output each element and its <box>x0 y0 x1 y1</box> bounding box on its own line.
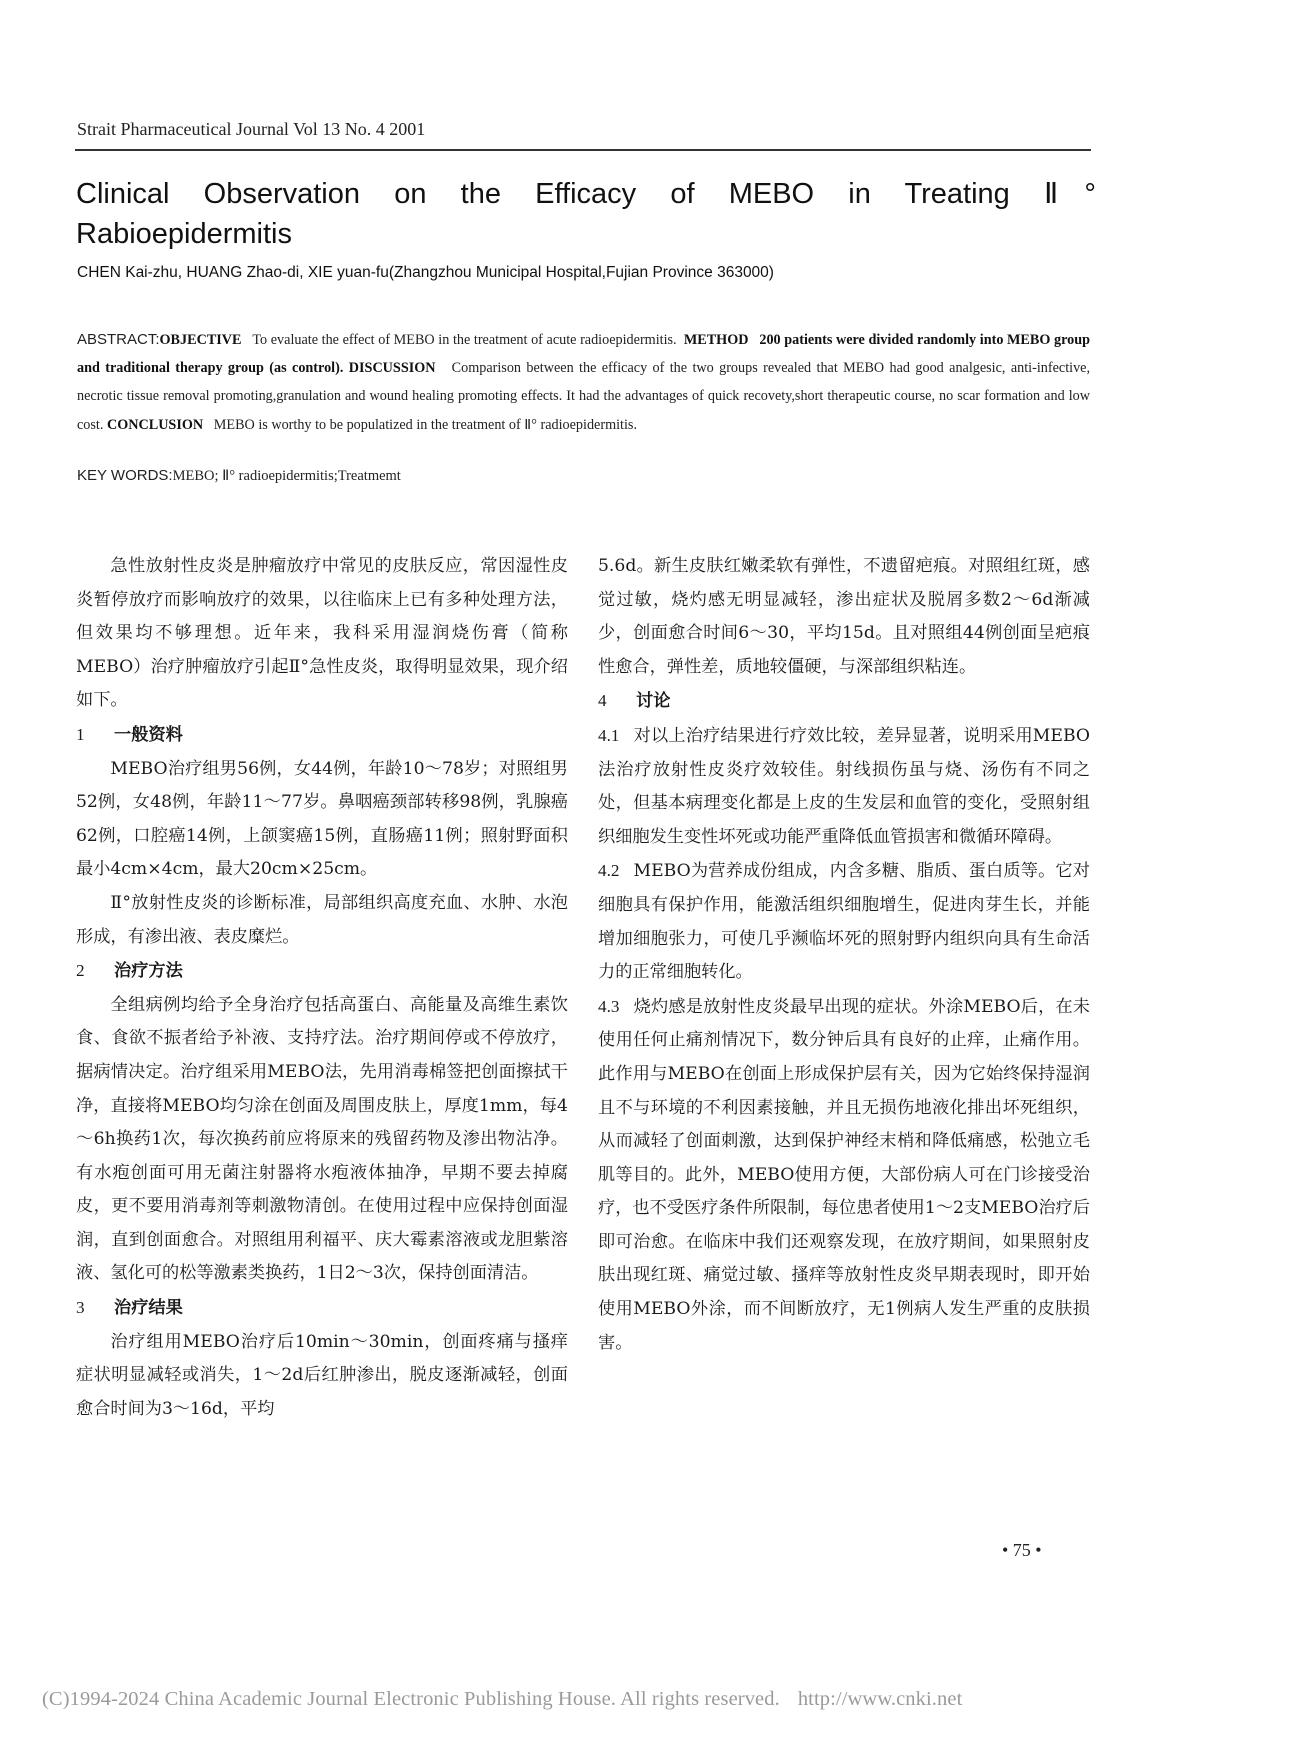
copyright-footer <box>42 1688 962 1711</box>
journal-header: Strait Pharmaceutical Journal Vol 13 No. 4 2001 <box>77 119 426 139</box>
intro-paragraph: 急性放射性皮炎是肿瘤放疗中常见的皮肤反应，常因湿性皮炎暂停放疗而影响放疗的效果，以往临床上已有多种处理方法，但效果均不够理想。近年来，我科采用湿润烧伤膏（简称MEBO）治疗肿瘤放疗引起Ⅱ°急性皮炎，取得明显效果，现介绍如下。 <box>76 556 568 711</box>
section-4-3-paragraph <box>598 990 1090 1361</box>
section-4-number: 4 <box>598 691 607 711</box>
copyright-text: (C)1994-2024 China Academic Journal Electronic Publishing House. All rights reserved. <box>42 1688 780 1710</box>
article-title-line1: Clinical Observation on the Efficacy of MEBO in Treating Ⅱ° <box>76 178 1096 210</box>
objective-text: To evaluate the effect of MEBO in the treatment of acute radioepidermitis. <box>252 332 677 348</box>
article-title-line2: Rabioepidermitis <box>76 218 292 250</box>
section-4-3-number: 4.3 <box>598 996 620 1016</box>
section-1-paragraph-1: MEBO治疗组男56例，女44例，年龄10～78岁；对照组男52例，女48例，年龄11～77岁。鼻咽癌颈部转移98例，乳腺癌62例，口腔癌14例，上颌窦癌15例，直肠癌11例；照射野面积最小4cm×4cm，最大20cm×25cm。 <box>76 758 568 880</box>
section-4-heading <box>598 684 1090 719</box>
section-4-2-paragraph <box>598 854 1090 989</box>
conclusion-label: CONCLUSION <box>106 416 204 433</box>
section-2-paragraph: 全组病例均给予全身治疗包括高蛋白、高能量及高维生素饮食、食欲不振者给予补液、支持疗法。治疗期间停或不停放疗，据病情决定。治疗组采用MEBO法，先用消毒棉签把创面擦拭干净，直接将MEBO均匀涂在创面及周围皮肤上，厚度1mm，每4～6h换药1次，每次换药前应将原来的残留药物及渗出物沾净。有水疱创面可用无菌注射器将水疱液体抽净，早期不要去掉腐皮，更不要用消毒剂等刺激物清创。在使用过程中应保持创面湿润，直到创面愈合。对照组用利福平、庆大霉素溶液或龙胆紫溶液、氢化可的松等激素类换药，1日2～3次，保持创面清洁。 <box>76 994 568 1284</box>
footer-url: http://www.cnki.net <box>797 1688 963 1710</box>
abstract <box>77 326 1090 439</box>
keywords-label: KEY WORDS: <box>77 467 173 484</box>
header-rule <box>75 149 1091 151</box>
section-1-title: 一般资料 <box>114 724 183 745</box>
page-number: • 75 • <box>1002 1540 1042 1560</box>
conclusion-text: MEBO is worthy to be populatized in the treatment of Ⅱ° radioepidermitis. <box>213 416 637 433</box>
section-1-heading <box>76 718 568 753</box>
section-4-2-text: MEBO为营养成份组成，内含多糖、脂质、蛋白质等。它对细胞具有保护作用，能激活组织细胞增生，促进肉芽生长，并能增加细胞张力，可使几乎濒临坏死的照射野内组织向具有生命活力的正常细胞转化。 <box>598 861 1090 983</box>
section-3-title: 治疗结果 <box>114 1298 183 1319</box>
section-1-number: 1 <box>76 724 85 744</box>
section-3-number: 3 <box>76 1298 85 1318</box>
section-4-3-text: 烧灼感是放射性皮炎最早出现的症状。外涂MEBO后，在未使用任何止痛剂情况下，数分钟后具有良好的止痒，止痛作用。此作用与MEBO在创面上形成保护层有关，因为它始终保持湿润且不与环境的不利因素接触，并且无损伤地液化排出坏死组织，从而减轻了创面刺激，达到保护神经末梢和降低痛感，松弛立毛肌等目的。此外，MEBO使用方便，大部份病人可在门诊接受治疗，也不受医疗条件所限制，每位患者使用1～2支MEBO治疗后即可治愈。在临床中我们还观察发现，在放疗期间，如果照射皮肤出现红斑、痛觉过敏、搔痒等放射性皮炎早期表现时，即开始使用MEBO外涂，而不间断放疗，无1例病人发生严重的皮肤损害。 <box>598 996 1090 1353</box>
section-3-continuation: 5.6d。新生皮肤红嫩柔软有弹性，不遗留疤痕。对照组红斑，感觉过敏，烧灼感无明显减轻，渗出症状及脱屑多数2～6d渐减少，创面愈合时间6～30，平均15d。且对照组44例创面呈疤痕性愈合，弹性差，质地较僵硬，与深部组织粘连。 <box>598 556 1090 677</box>
section-4-2-number: 4.2 <box>598 861 620 881</box>
section-2-title: 治疗方法 <box>114 961 183 982</box>
keywords-text: MEBO; Ⅱ° radioepidermitis;Treatmemt <box>172 468 401 484</box>
section-4-1-paragraph <box>598 719 1090 854</box>
section-4-title: 讨论 <box>636 691 671 712</box>
left-column <box>76 550 568 1426</box>
section-4-1-number: 4.1 <box>598 725 620 745</box>
section-2-heading <box>76 954 568 989</box>
method-text: 200 patients were divided randomly into MEBO group and traditional therapy group (as control). <box>77 332 1091 377</box>
discussion-text: Comparison between the efficacy of the two groups revealed that MEBO had good analgesic, anti-infective, necrotic tissue removal promoting,granulation and wound healing promoting effects. It had the advantages of quick recovety,short therapeutic course, no scar formation and low cost. <box>77 360 1091 433</box>
section-1-paragraph-2: Ⅱ°放射性皮炎的诊断标准，局部组织高度充血、水肿、水泡形成，有渗出液、表皮糜烂。 <box>76 892 568 947</box>
article-title <box>76 174 1096 254</box>
keywords <box>77 467 401 485</box>
section-4-1-text: 对以上治疗结果进行疗效比较，差异显著，说明采用MEBO法治疗放射性皮炎疗效较佳。射线损伤虽与烧、汤伤有不同之处，但基本病理变化都是上皮的生发层和血管的变化，受照射组织细胞发生变性坏死或功能严重降低血管损害和微循环障碍。 <box>598 725 1090 847</box>
authors-affiliation: CHEN Kai-zhu, HUANG Zhao-di, XIE yuan-fu(Zhangzhou Municipal Hospital,Fujian Province 363000) <box>77 264 774 281</box>
section-3-paragraph: 治疗组用MEBO治疗后10min～30min，创面疼痛与搔痒症状明显减轻或消失，1～2d后红肿渗出，脱皮逐渐减轻，创面愈合时间为3～16d，平均 <box>76 1331 568 1419</box>
method-label: METHOD <box>683 332 749 348</box>
section-3-heading <box>76 1291 568 1326</box>
objective-label: OBJECTIVE <box>159 332 242 348</box>
right-column <box>598 550 1090 1360</box>
section-2-number: 2 <box>76 961 85 981</box>
discussion-label: DISCUSSION <box>348 360 436 377</box>
abstract-label: ABSTRACT: <box>77 331 160 348</box>
